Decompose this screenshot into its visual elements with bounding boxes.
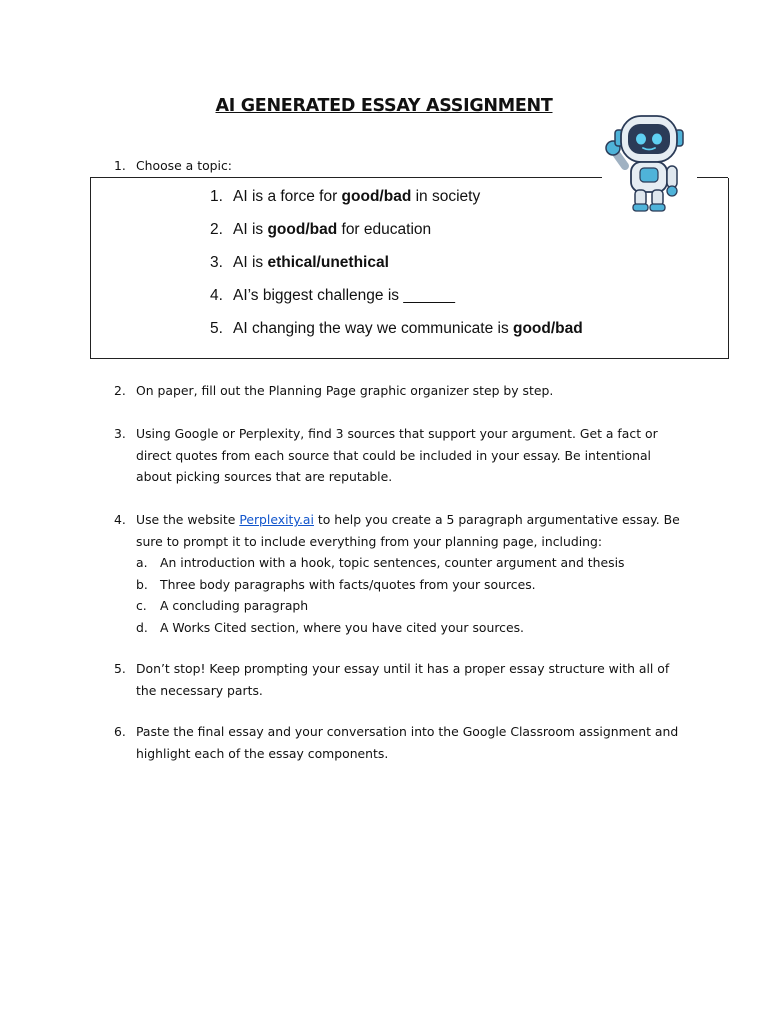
sub-list-item [136,552,684,574]
sub-letter: a. [136,555,148,570]
sub-text: An introduction with a hook, topic sentences, counter argument and thesis [160,555,625,570]
sub-text: Three body paragraphs with facts/quotes from your sources. [160,576,536,592]
list-item-3 [114,423,684,488]
sub-letter: b. [136,576,148,592]
topic-text: AI is a force for [233,188,342,205]
robot-astronaut-waving-icon [603,104,695,216]
topic-bold: good/bad [267,221,338,238]
list-number: 3. [114,426,126,441]
list-item-4 [114,509,684,638]
topic-bold: good/bad [341,188,412,205]
topic-number: 5. [210,320,223,337]
list-item-1 [114,155,684,177]
list-number: 4. [114,512,126,527]
list-item-text-part: to help you create a 5 paragraph argumentative essay. Be sure to prompt it to include everything from your planning page, including: [136,512,680,549]
sub-list-item [136,617,684,639]
topic-number: 1. [210,188,223,205]
list-item-text: Using Google or Perplexity, find 3 sources that support your argument. Get a fact or direct quotes from each source that could be included in your essay. Be intentional about picking sources that are reputable. [136,426,658,484]
topic-number: 2. [210,221,223,238]
list-item-text: On paper, fill out the Planning Page graphic organizer step by step. [136,383,554,398]
sub-text: A concluding paragraph [160,598,309,613]
sub-list-item [136,595,684,617]
sub-letter: d. [136,619,148,635]
list-number: 1. [114,158,126,173]
list-item-text [136,509,684,552]
topic-text: AI changing the way we communicate is [233,320,513,337]
sub-list-item [136,574,684,596]
page-title: AI GENERATED ESSAY ASSIGNMENT [215,96,553,116]
sub-text: A Works Cited section, where you have cited your sources. [160,619,524,635]
list-item-text: Don’t stop! Keep prompting your essay until it has a proper essay structure with all of the necessary parts. [136,661,670,698]
list-item-text-part: Use the website [136,512,240,527]
topic-text: AI is [233,254,268,271]
list-number: 2. [114,383,126,398]
topic-bold: good/bad [513,320,583,337]
topic-text: AI is [233,221,268,238]
topic-number: 3. [210,254,223,271]
topic-bold: ethical/unethical [267,254,389,271]
topic-number: 4. [210,287,223,304]
list-item-6 [114,721,684,764]
list-item-5 [114,658,684,701]
list-number: 6. [114,724,126,739]
topic-text: in society [411,188,481,205]
topic-text: for education [337,221,432,238]
sub-letter: c. [136,598,147,613]
list-item-text: Paste the final essay and your conversation into the Google Classroom assignment and highlight each of the essay components. [136,724,679,761]
list-number: 5. [114,661,126,676]
list-item-text: Choose a topic: [136,158,232,173]
topic-text: AI’s biggest challenge is ______ [233,287,456,304]
perplexity-link[interactable]: Perplexity.ai [239,512,314,527]
list-item-2 [114,380,684,402]
